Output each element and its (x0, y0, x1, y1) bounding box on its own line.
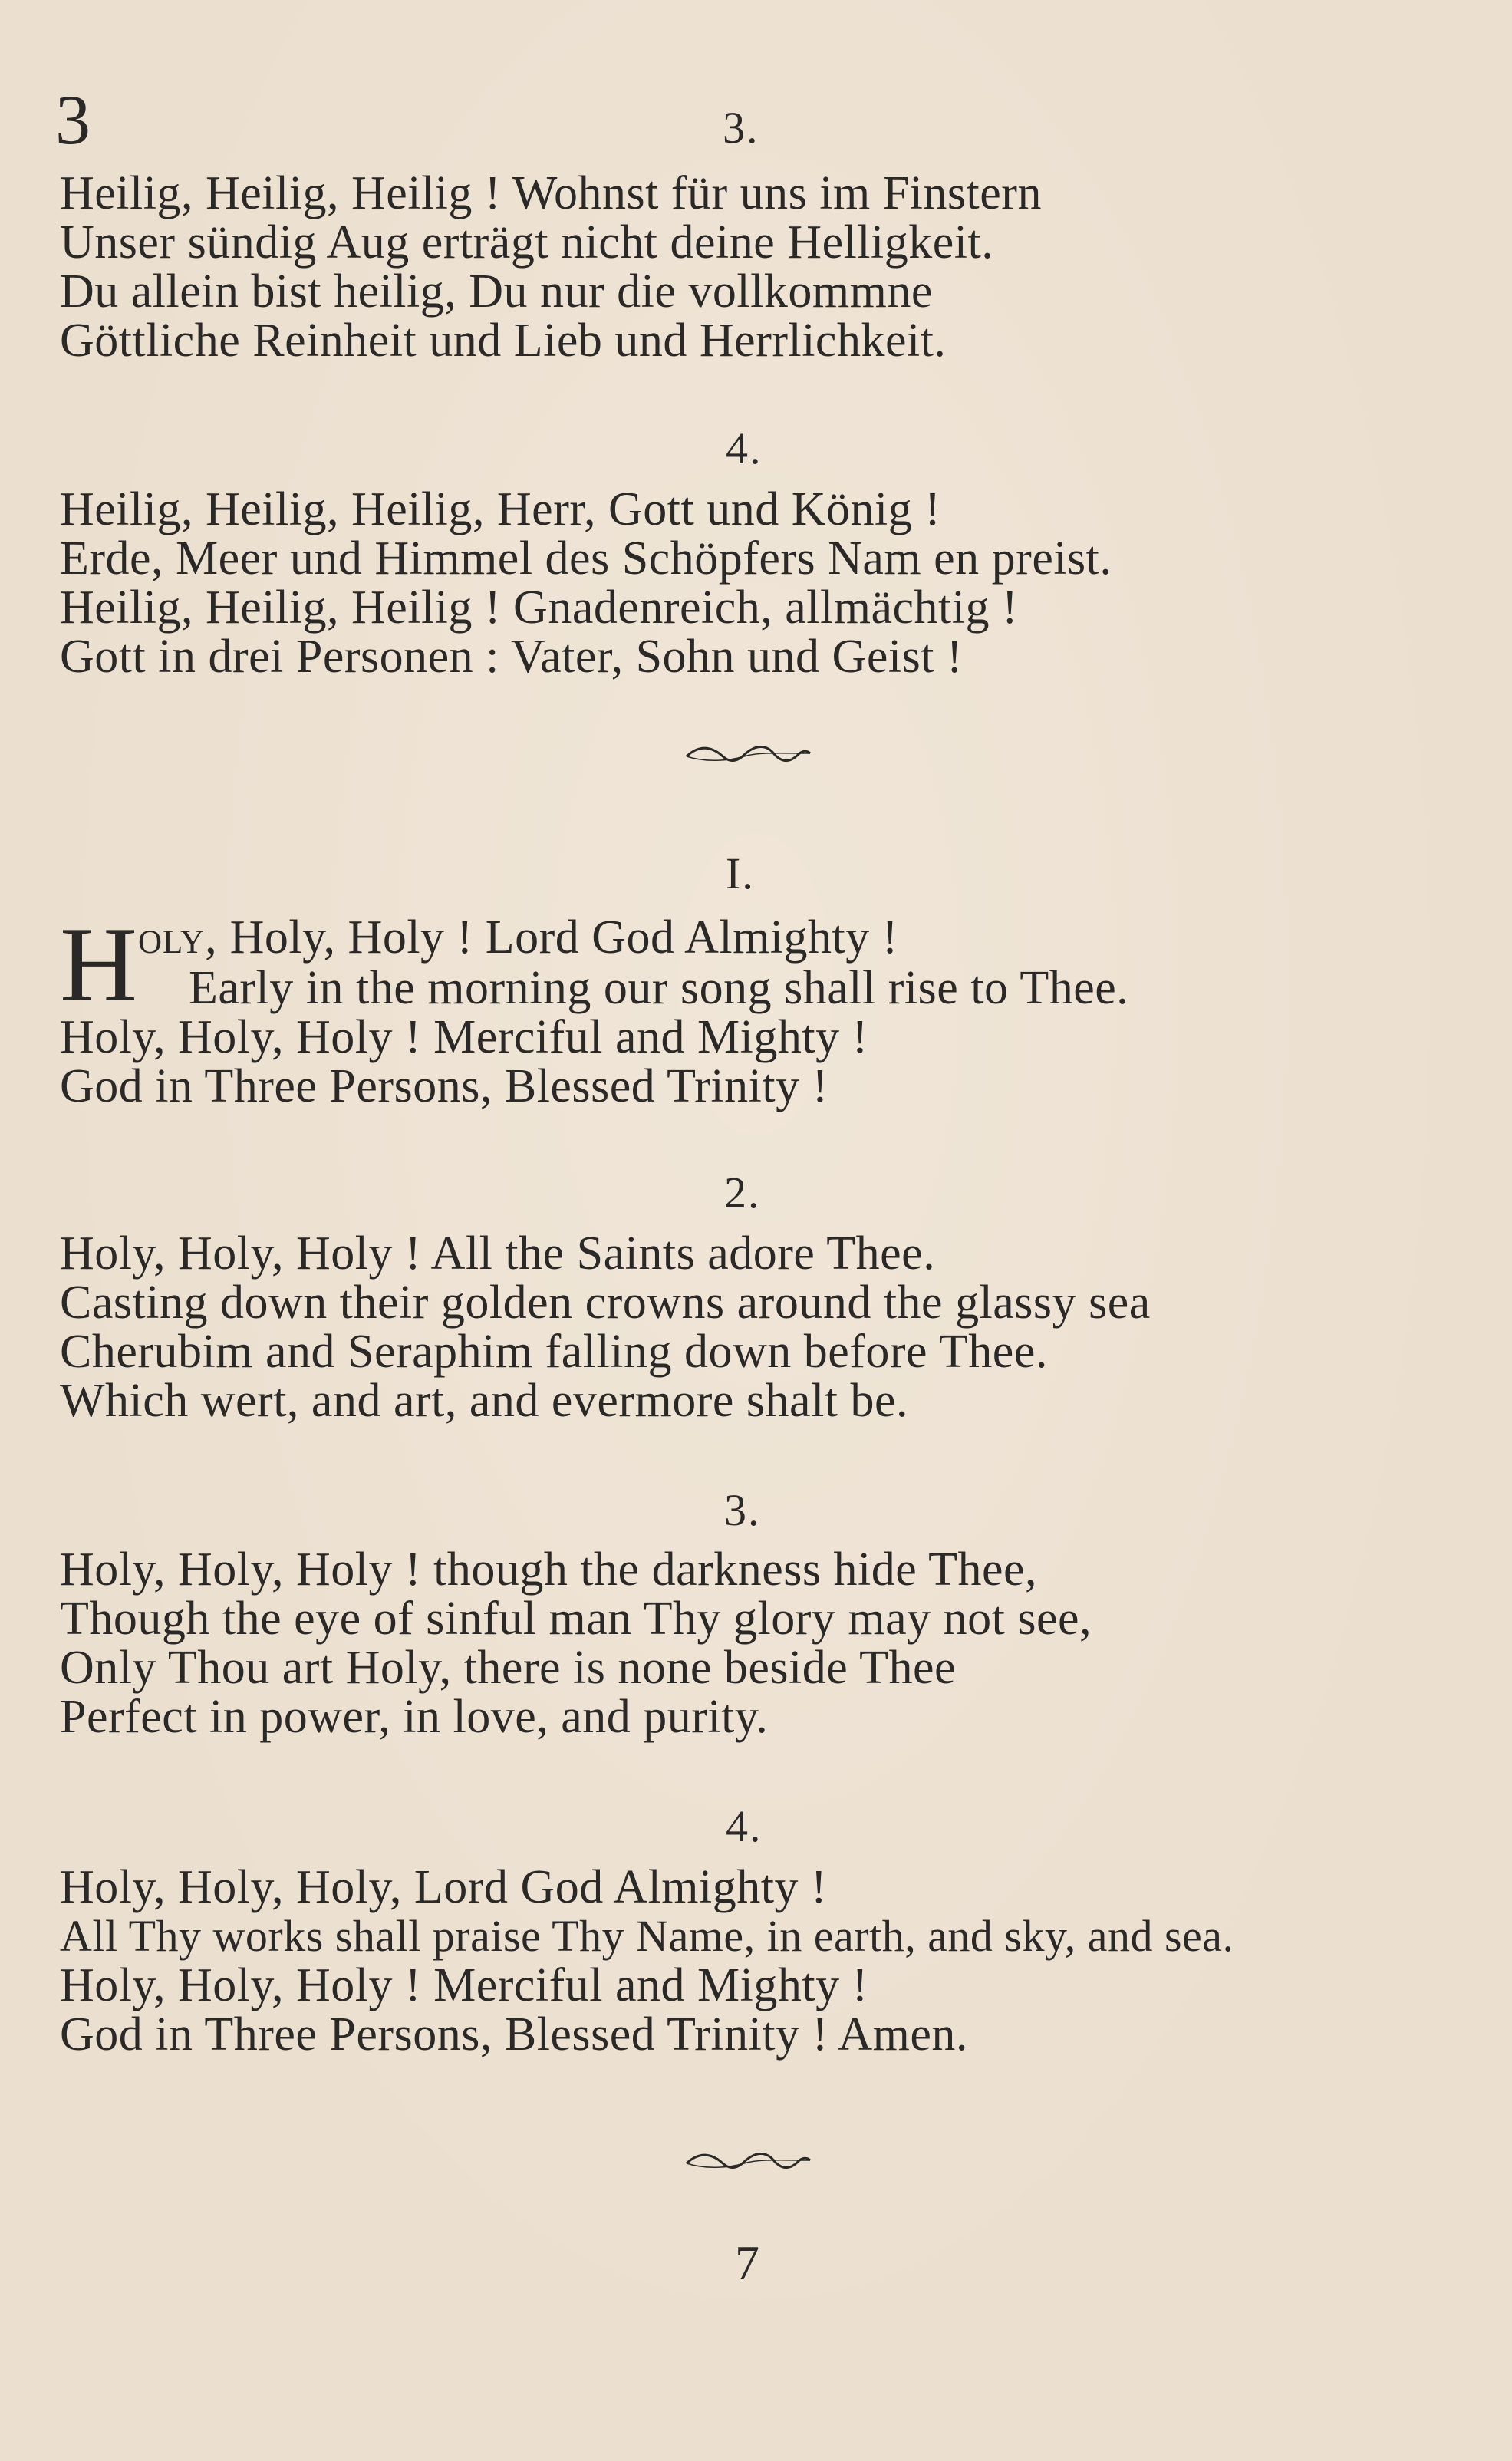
german-verse-4-number: 4. (726, 423, 763, 473)
ornament-divider-bottom (683, 2146, 813, 2177)
page-number: 7 (735, 2235, 759, 2290)
english-verse-3-line-1: Holy, Holy, Holy ! though the darkness hide Thee, (60, 1543, 1038, 1596)
german-verse-3-line-1: Heilig, Heilig, Heilig ! Wohnst für uns im Finstern (60, 167, 1042, 219)
german-verse-4-line-3: Heilig, Heilig, Heilig ! Gnadenreich, allmächtig ! (60, 581, 1019, 634)
german-verse-4-line-4: Gott in drei Personen : Vater, Sohn und Geist ! (60, 631, 964, 683)
english-verse-2-line-1: Holy, Holy, Holy ! All the Saints adore Thee. (60, 1227, 936, 1280)
smallcaps-lead: oly, (138, 911, 218, 964)
english-verse-2-number: 2. (724, 1168, 761, 1217)
english-verse-4-line-4: God in Three Persons, Blessed Trinity ! Amen. (60, 2008, 968, 2061)
english-verse-3-line-2: Though the eye of sinful man Thy glory may not see, (60, 1593, 1092, 1645)
german-verse-4-line-2: Erde, Meer und Himmel des Schöpfers Nam en preist. (60, 532, 1112, 585)
english-verse-4-number: 4. (726, 1801, 763, 1851)
german-verse-3-line-2: Unser sündig Aug erträgt nicht deine Helligkeit. (60, 216, 994, 269)
english-verse-1-line-2: Early in the morning our song shall rise to Thee. (189, 962, 1129, 1014)
english-verse-4-line-1: Holy, Holy, Holy, Lord God Almighty ! (60, 1861, 828, 1913)
german-verse-4-line-1: Heilig, Heilig, Heilig, Herr, Gott und König ! (60, 483, 941, 535)
top-left-number: 3 (55, 81, 91, 159)
drop-cap-letter: H (60, 905, 138, 1024)
line-1-rest: Holy, Holy ! Lord God Almighty ! (217, 911, 898, 964)
english-verse-2-line-2: Casting down their golden crowns around the glassy sea (60, 1277, 1151, 1329)
english-verse-4-line-2: All Thy works shall praise Thy Name, in earth, and sky, and sea. (60, 1911, 1234, 1961)
english-verse-3-line-4: Perfect in power, in love, and purity. (60, 1691, 769, 1743)
german-verse-3-line-4: Göttliche Reinheit und Lieb und Herrlichkeit. (60, 315, 947, 367)
english-verse-2-line-3: Cherubim and Seraphim falling down before Thee. (60, 1326, 1048, 1378)
german-verse-3-number: 3. (723, 103, 759, 153)
english-verse-1-line-4: God in Three Persons, Blessed Trinity ! (60, 1060, 828, 1112)
english-verse-1-number: I. (726, 848, 755, 898)
ornament-divider-top (683, 740, 813, 770)
english-verse-3-number: 3. (724, 1485, 761, 1535)
english-verse-1-line-3: Holy, Holy, Holy ! Merciful and Mighty ! (60, 1011, 868, 1063)
german-verse-3-line-3: Du allein bist heilig, Du nur die vollkommne (60, 265, 933, 318)
english-verse-4-line-3: Holy, Holy, Holy ! Merciful and Mighty ! (60, 1959, 868, 2011)
english-verse-1-line-1 (138, 913, 898, 962)
english-verse-3-line-3: Only Thou art Holy, there is none beside Thee (60, 1642, 957, 1694)
english-verse-2-line-4: Which wert, and art, and evermore shalt be. (60, 1375, 909, 1427)
